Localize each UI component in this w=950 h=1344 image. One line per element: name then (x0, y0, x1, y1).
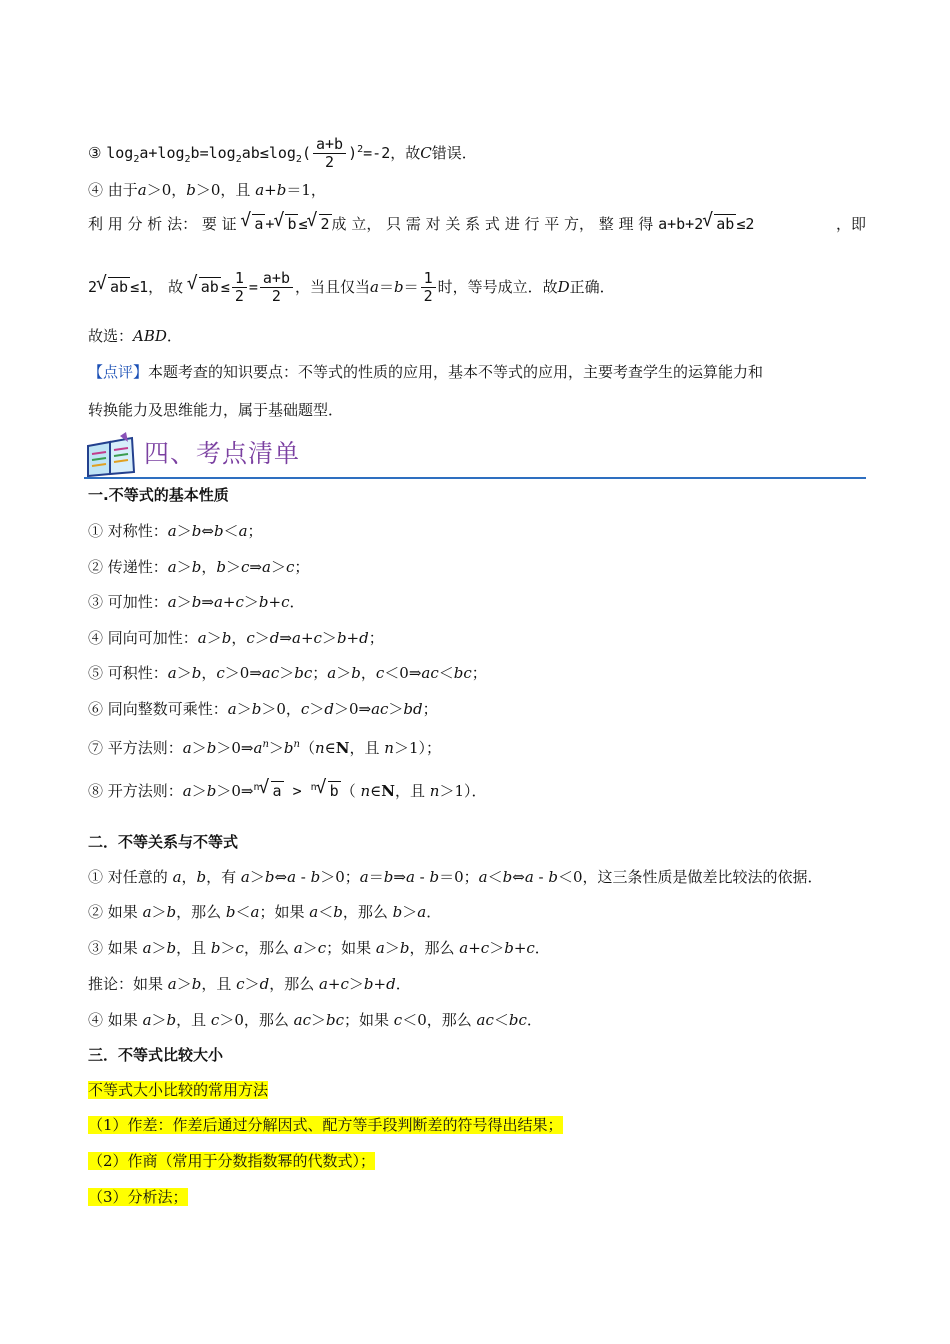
relation-4: ④ 如果 a＞b，且 c＞0，那么 ac＞bc；如果 c＜0，那么 ac＜bc． (88, 1011, 542, 1029)
relation-1: ① 对任意的 a，b，有 a＞b⇔a - b＞0；a＝b⇒a - b＝0；a＜b⇔a - b＜0，这三条性质是做差比较法的依据． (88, 868, 823, 886)
section-banner (84, 430, 866, 482)
method-intro: 不等式大小比较的常用方法 (88, 1081, 269, 1099)
part3-heading: 三．不等式比较大小 (88, 1046, 224, 1064)
property-1: ① 对称性：a＞b⇔b＜a； (88, 522, 263, 540)
log-expression: $\log_2a+\log_2b=\log_2ab\le\log_2$( $\frac{a+b}{2}$ )$^2$=-2 (106, 135, 391, 171)
property-6: ⑥ 同向整数可乘性：a＞b＞0，c＞d＞0⇒ac＞bd； (88, 700, 438, 718)
section-divider (84, 477, 866, 479)
property-5: ⑤ 可积性：a＞b，c＞0⇒ac＞bc；a＞b，c＜0⇒ac＜bc； (88, 664, 487, 682)
solution-item-4-line2: 利 用 分 析 法： 要 证 √ a +√ b ≤√ 2 成 立， 只 需 对 关 系 式 进 行 平 方， 整 理 得 a+b+2√ ab ≤2 ，即 (88, 214, 866, 234)
property-3: ③ 可加性：a＞b⇒a+c＞b+c． (88, 593, 305, 611)
solution-item-4-line1: ④ 由于a＞0，b＞0，且 a+b＝1， (88, 181, 326, 199)
answer-line: 故选：ABD． (88, 327, 182, 345)
open-book-icon (84, 432, 138, 478)
property-7: ⑦ 平方法则：$a>b>0\Rightarrow a^n>b^n(n\in N$，且 n＞1）； (88, 739, 441, 757)
solution-item-3: ③ $\log_2a+\log_2b=\log_2ab\le\log_2$( $\frac{a+b}{2}$ )$^2$=-2，故C错误． (88, 135, 477, 171)
review-line-2: 转换能力及思维能力，属于基础题型． (88, 401, 344, 419)
review-line-1: 【点评】本题考查的知识要点：不等式的性质的应用，基本不等式的应用，主要考查学生的运算能力和 (88, 363, 764, 381)
property-4: ④ 同向可加性：a＞b，c＞d⇒a+c＞b+d； (88, 629, 384, 647)
method-2: （2）作商（常用于分数指数幂的代数式）； (88, 1152, 376, 1170)
part2-heading: 二．不等关系与不等式 (88, 833, 239, 851)
solution-item-4-line3: 2√ ab ≤1， 故 √ ab ≤ $\frac{1}{2}$ = $\frac{a+b}{2}$ ，当且仅当a＝b＝ $\frac{1}{2}$ 时，等号成立．故D正确． (88, 270, 615, 305)
review-tag: 【点评】 (88, 363, 149, 381)
relation-3: ③ 如果 a＞b，且 b＞c，那么 a＞c；如果 a＞b，那么 a+c＞b+c． (88, 939, 550, 957)
section-title: 四、考点清单 (144, 439, 301, 468)
method-1: （1）作差：作差后通过分解因式、配方等手段判断差的符号得出结果； (88, 1116, 563, 1134)
property-8: ⑧ 开方法则：a＞b＞0⇒$^n$√ a > $^n$√ b （ n∈N，且 n＞1）． (88, 778, 486, 801)
property-2: ② 传递性：a＞b，b＞c⇒a＞c； (88, 558, 310, 576)
method-3: （3）分析法； (88, 1188, 188, 1206)
relation-2: ② 如果 a＞b，那么 b＜a；如果 a＜b，那么 b＞a． (88, 903, 442, 921)
relation-corollary: 推论：如果 a＞b，且 c＞d，那么 a+c＞b+d． (88, 975, 411, 993)
item-number: ③ (88, 144, 102, 162)
part1-heading: 一.不等式的基本性质 (88, 486, 229, 504)
